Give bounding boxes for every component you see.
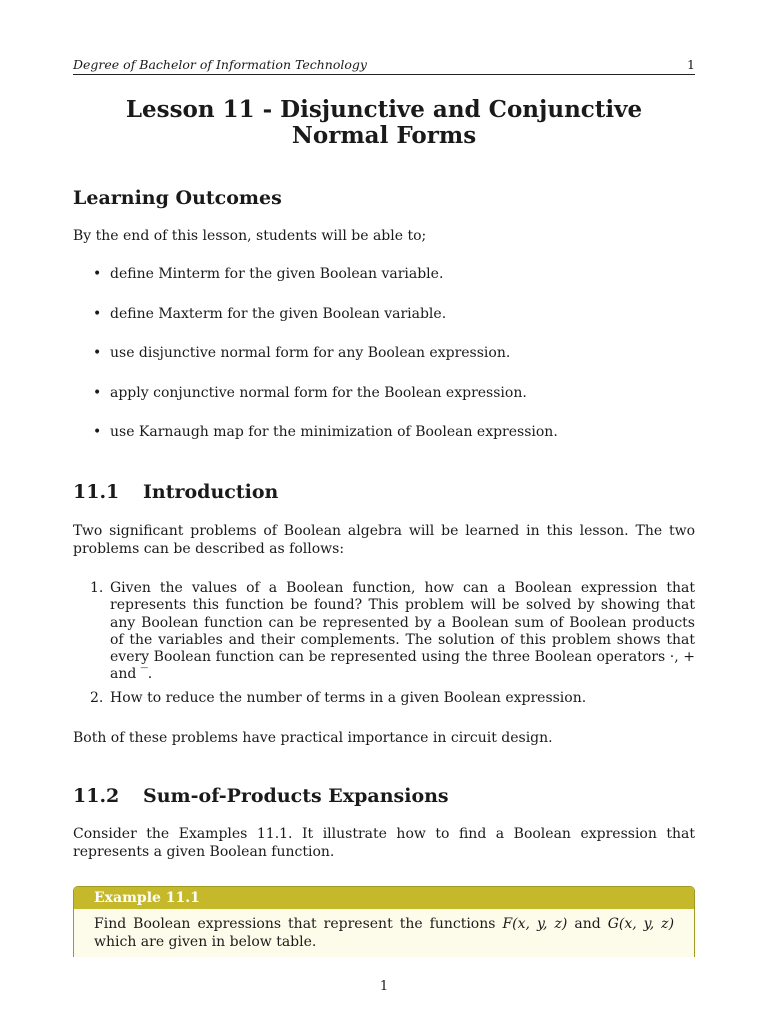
example-box [73,886,695,957]
function-f: F(x, y, z) [502,916,568,932]
header-title: Degree of Bachelor of Information Technology [73,57,367,72]
lesson-title-line-1: Lesson 11 - Disjunctive and Conjunctive [125,96,643,123]
running-header [73,57,695,75]
learning-outcomes-heading: Learning Outcomes [73,187,282,209]
lesson-title-line-2: Normal Forms [291,122,477,149]
section-heading-sop [73,785,449,807]
item-number: 1. [90,580,104,596]
section-number: 11.1 [73,481,120,503]
item-text: How to reduce the number of terms in a given Boolean expression. [110,690,587,706]
sop-paragraph: Consider the Examples 11.1. It illustrate how to find a Boolean expression that represents a given Boolean function. [73,826,695,860]
section-title: Introduction [143,481,279,503]
item-text: Given the values of a Boolean function, how can a Boolean expression that represents this function be found? This problem will be solved by showing that any Boolean function can be represented by a Boolean sum of Boolean products of the variables and their complements. The solution of this problem shows that every Boolean function can be represented using the three Boolean operators ·, + and ‾. [110,580,695,683]
footer-page-number: 1 [379,979,389,994]
function-g: G(x, y, z) [607,916,675,932]
section-heading-introduction [73,481,278,503]
example-title: Example 11.1 [74,887,694,909]
section-title: Sum-of-Products Expansions [143,785,449,807]
learning-outcomes-intro: By the end of this lesson, students will be able to; [73,228,427,244]
header-page-number: 1 [687,57,695,72]
item-number: 2. [90,690,104,706]
lesson-title [73,97,695,149]
introduction-closing: Both of these problems have practical importance in circuit design. [73,730,553,746]
section-number: 11.2 [73,785,120,807]
introduction-paragraph: Two significant problems of Boolean algebra will be learned in this lesson. The two problems can be described as follows: [73,523,695,557]
document-page: Degree of Bachelor of Information Technology 1 Lesson 11 - Disjunctive and Conjunctive Normal Forms Learning Outcomes By the end of this lesson, students will be able to; • define Minterm for the given Boolean variable. • define Maxterm for the given Boolean variable. • use disjunctive normal form for any Boolean expression. • apply conjunctive normal form for the Boolean expression. • use Karnaugh map for the minimization of Boolean expression. 11.1 Introduction Two significant problems of Boolean algebra will be learned in this lesson. The two problems can be described as follows: 1. Given the values of a Boolean function, how can a Boolean expression that represents this function be found? This problem will be solved by showing that any Boolean function can be represented by a Boolean sum of Boolean products of the variables and their complements. The solution of this problem shows that every Boolean function can be represented using the three Boolean operators ·, + and ‾. 2. How to reduce the number of terms in a given Boolean expression. Both of these problems have practical importance in circuit design. 11.2 Sum-of-Products Expansions Consider the Examples 11.1. It illustrate how to find a Boolean expression that represents a given Boolean function. Example 11.1 Find Boolean expressions that represent the functions F(x, y, z) and G(x, y, z) which are given in below table. [73,0,695,1024]
example-body: Find Boolean expressions that represent the functions F(x, y, z) and G(x, y, z) which are given in below table. [94,916,675,950]
